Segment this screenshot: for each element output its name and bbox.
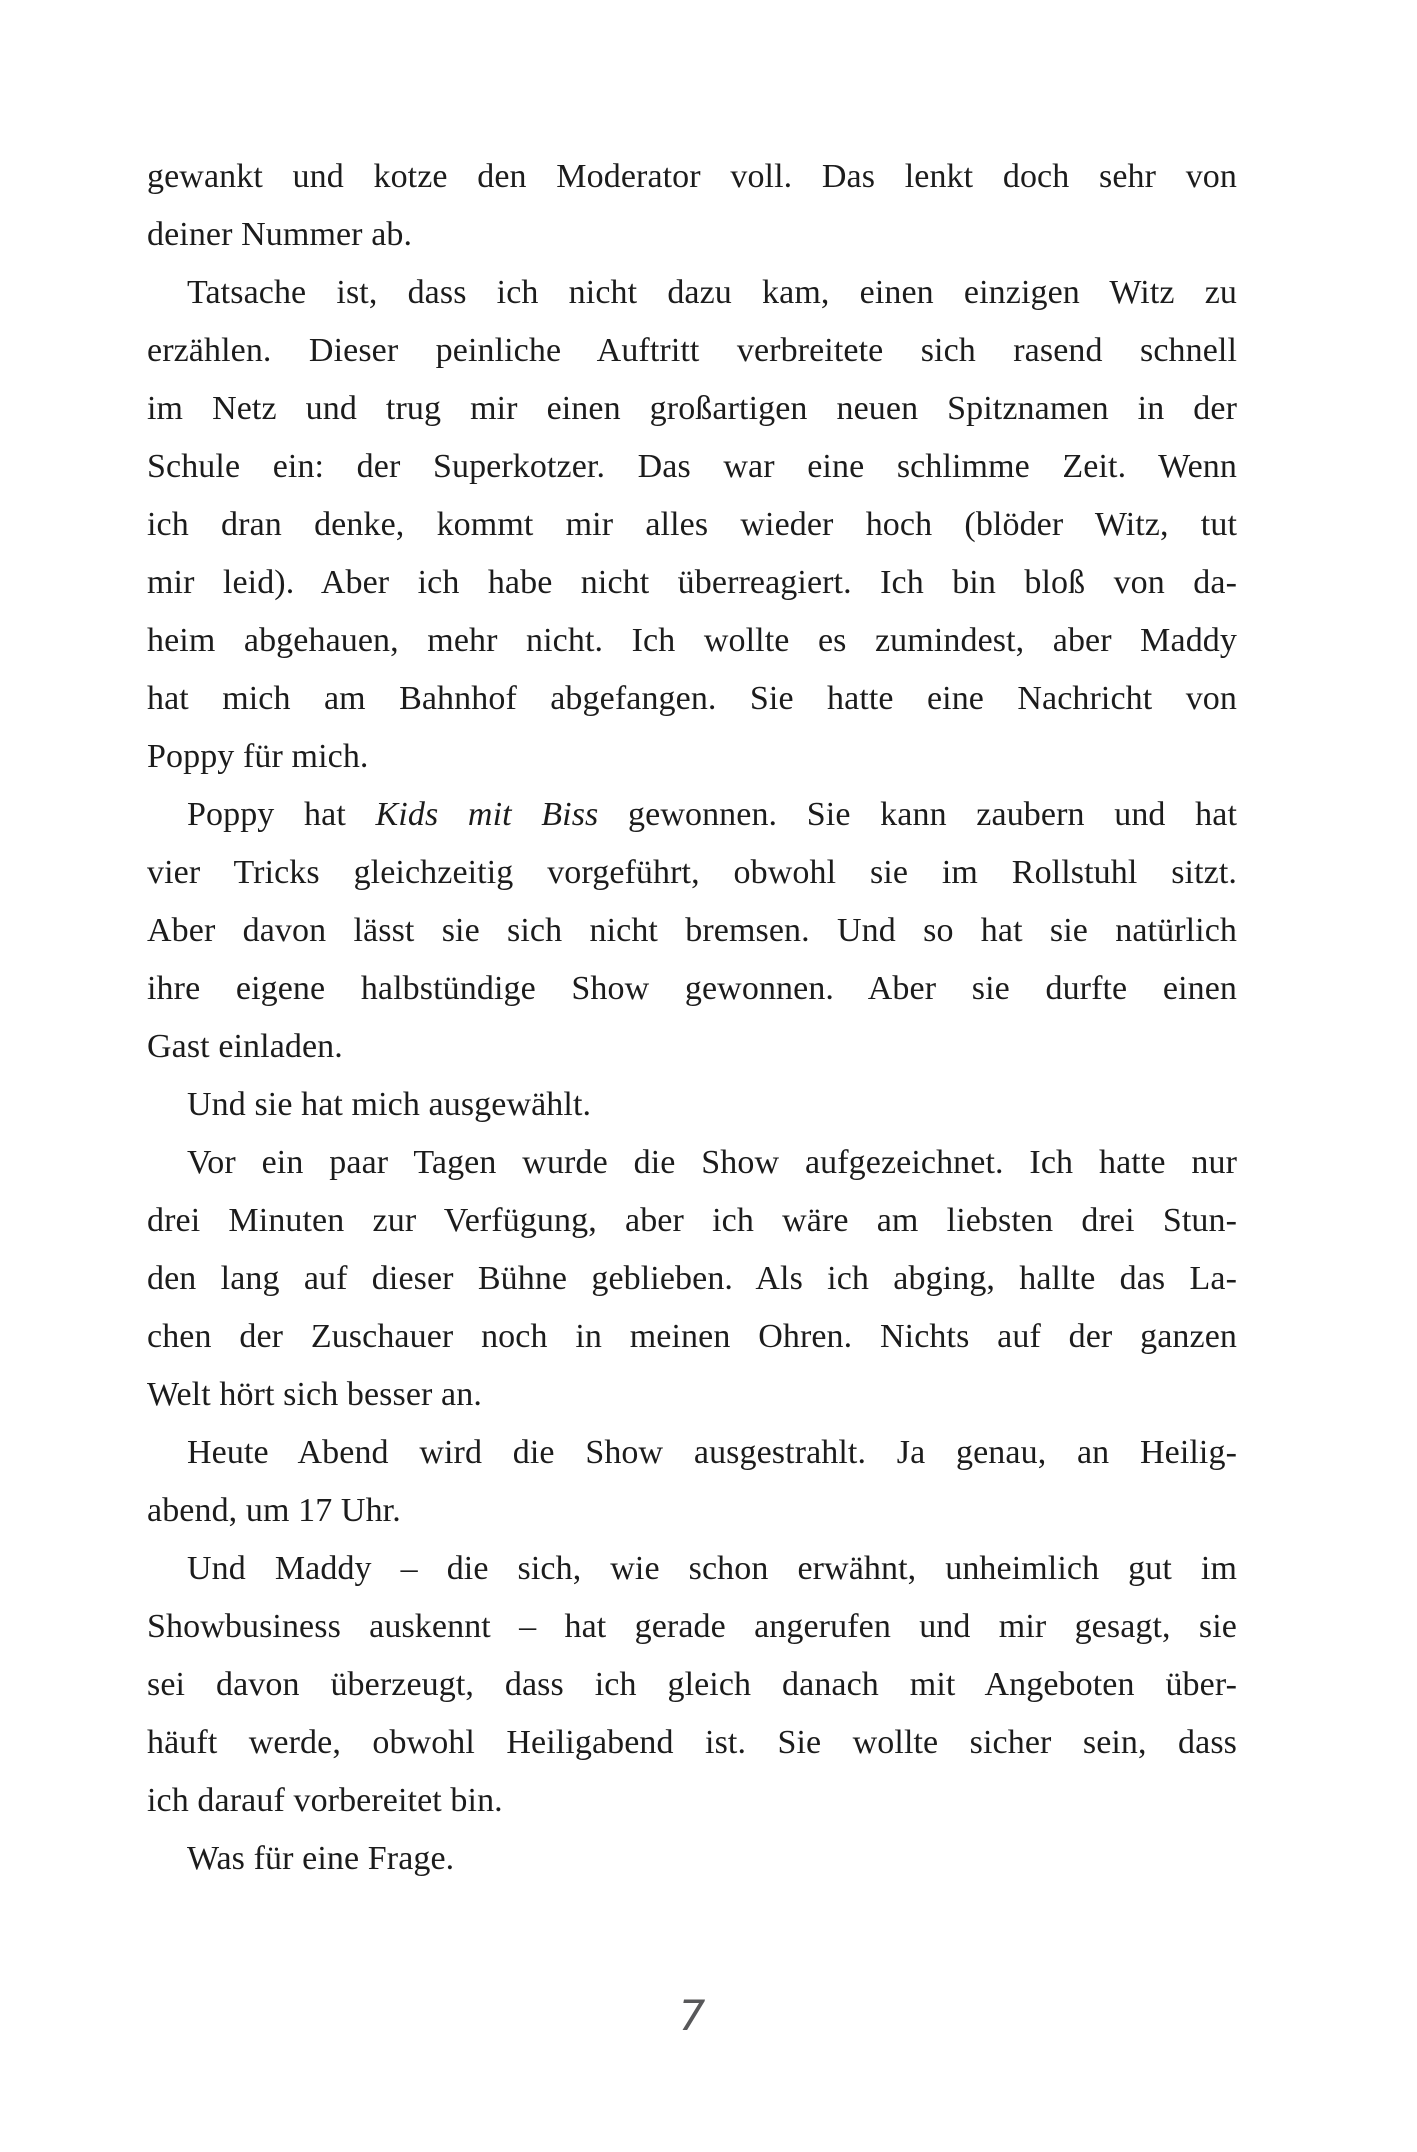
text-segment: ich darauf vorbereitet bin.	[147, 1782, 503, 1819]
text-line	[147, 1656, 1237, 1714]
text-line	[147, 612, 1237, 670]
text-line	[147, 1018, 1237, 1076]
text-segment: Vor ein paar Tagen wurde die Show aufgezeichnet. Ich hatte nur	[187, 1144, 1237, 1181]
text-line	[147, 670, 1237, 728]
text-line	[147, 1076, 1237, 1134]
text-line	[147, 786, 1237, 844]
paragraph	[147, 1134, 1237, 1424]
text-block	[147, 148, 1237, 1888]
text-line	[147, 1192, 1237, 1250]
text-line	[147, 1482, 1237, 1540]
text-segment: Showbusiness auskennt – hat gerade angerufen und mir gesagt, sie	[147, 1608, 1237, 1645]
text-line	[147, 960, 1237, 1018]
paragraph	[147, 148, 1237, 264]
text-segment: Und Maddy – die sich, wie schon erwähnt, unheimlich gut im	[187, 1550, 1237, 1587]
text-segment: Welt hört sich besser an.	[147, 1376, 482, 1413]
text-line	[147, 844, 1237, 902]
text-line	[147, 728, 1237, 786]
text-segment: heim abgehauen, mehr nicht. Ich wollte es zumindest, aber Maddy	[147, 622, 1237, 659]
text-segment: Tatsache ist, dass ich nicht dazu kam, einen einzigen Witz zu	[187, 274, 1237, 311]
text-segment: ihre eigene halbstündige Show gewonnen. Aber sie durfte einen	[147, 970, 1237, 1007]
text-segment: Gast einladen.	[147, 1028, 343, 1065]
text-segment: Schule ein: der Superkotzer. Das war eine schlimme Zeit. Wenn	[147, 448, 1237, 485]
text-segment: chen der Zuschauer noch in meinen Ohren. Nichts auf der ganzen	[147, 1318, 1237, 1355]
text-line	[147, 1772, 1237, 1830]
text-segment: gewankt und kotze den Moderator voll. Das lenkt doch sehr von	[147, 158, 1237, 195]
paragraph	[147, 264, 1237, 786]
text-line	[147, 902, 1237, 960]
text-line	[147, 380, 1237, 438]
text-segment: den lang auf dieser Bühne geblieben. Als ich abging, hallte das La-	[147, 1260, 1237, 1297]
text-line	[147, 496, 1237, 554]
text-line	[147, 1830, 1237, 1888]
text-line	[147, 148, 1237, 206]
text-line	[147, 322, 1237, 380]
text-line	[147, 1250, 1237, 1308]
text-segment: Heute Abend wird die Show ausgestrahlt. Ja genau, an Heilig-	[187, 1434, 1237, 1471]
paragraph	[147, 1424, 1237, 1540]
text-segment: Was für eine Frage.	[187, 1840, 455, 1877]
text-line	[147, 264, 1237, 322]
text-segment: Aber davon lässt sie sich nicht bremsen. Und so hat sie natürlich	[147, 912, 1237, 949]
text-segment: vier Tricks gleichzeitig vorgeführt, obwohl sie im Rollstuhl sitzt.	[147, 854, 1237, 891]
text-segment: sei davon überzeugt, dass ich gleich danach mit Angeboten über-	[147, 1666, 1237, 1703]
text-line	[147, 554, 1237, 612]
text-line	[147, 1424, 1237, 1482]
text-segment: Poppy hat	[187, 796, 376, 833]
paragraph	[147, 786, 1237, 1076]
text-segment: mir leid). Aber ich habe nicht überreagiert. Ich bin bloß von da-	[147, 564, 1237, 601]
text-line	[147, 1598, 1237, 1656]
text-segment: deiner Nummer ab.	[147, 216, 413, 253]
text-line	[147, 1714, 1237, 1772]
text-segment: Und sie hat mich ausgewählt.	[187, 1086, 592, 1123]
paragraph	[147, 1076, 1237, 1134]
text-segment: häuft werde, obwohl Heiligabend ist. Sie wollte sicher sein, dass	[147, 1724, 1237, 1761]
text-segment: gewonnen. Sie kann zaubern und hat	[598, 796, 1238, 833]
text-line	[147, 1366, 1237, 1424]
text-segment: im Netz und trug mir einen großartigen neuen Spitznamen in der	[147, 390, 1237, 427]
book-title-italic: Kids mit Biss	[375, 796, 599, 833]
text-segment: drei Minuten zur Verfügung, aber ich wäre am liebsten drei Stun-	[147, 1202, 1237, 1239]
text-segment: abend, um 17 Uhr.	[147, 1492, 401, 1529]
text-segment: Poppy für mich.	[147, 738, 369, 775]
text-segment: hat mich am Bahnhof abgefangen. Sie hatte eine Nachricht von	[147, 680, 1237, 717]
text-line	[147, 1308, 1237, 1366]
text-segment: ich dran denke, kommt mir alles wieder hoch (blöder Witz, tut	[147, 506, 1237, 543]
text-line	[147, 438, 1237, 496]
text-segment: erzählen. Dieser peinliche Auftritt verbreitete sich rasend schnell	[147, 332, 1237, 369]
text-line	[147, 1540, 1237, 1598]
paragraph	[147, 1540, 1237, 1830]
text-line	[147, 1134, 1237, 1192]
paragraph	[147, 1830, 1237, 1888]
text-line	[147, 206, 1237, 264]
page-number: 7	[678, 1991, 706, 2040]
